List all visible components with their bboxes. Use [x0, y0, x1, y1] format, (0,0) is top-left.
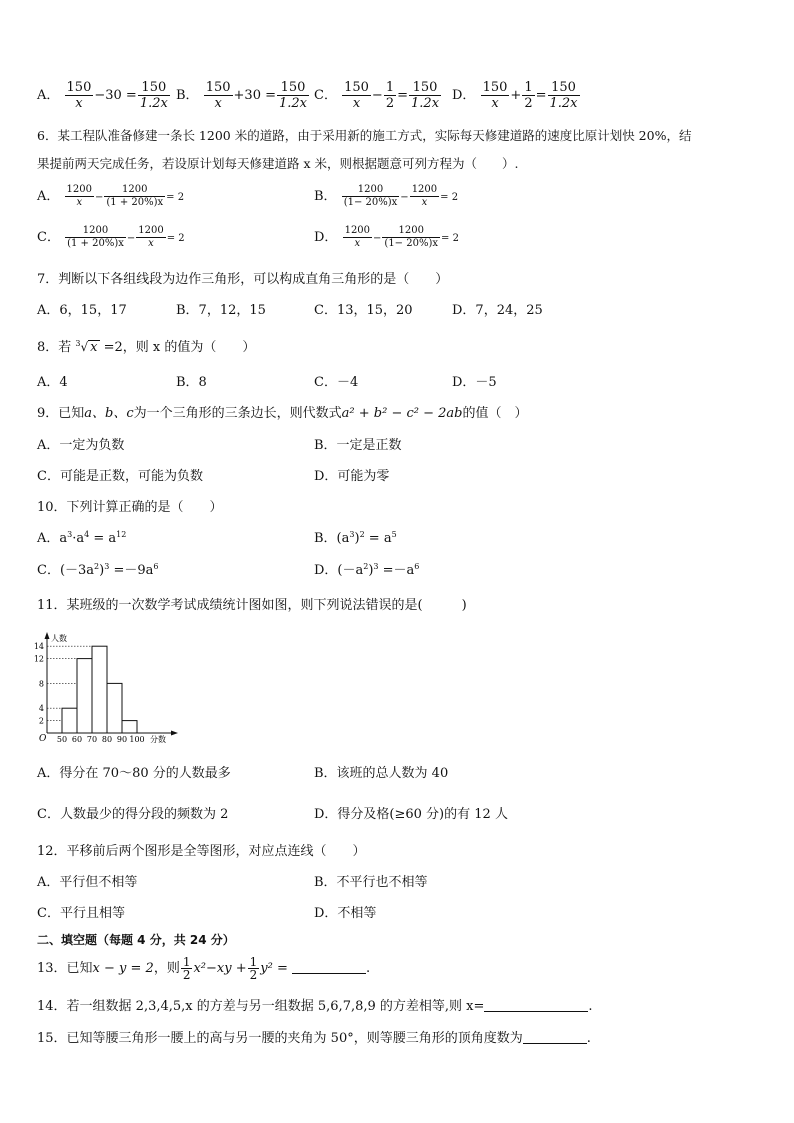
histogram-chart: [32, 630, 182, 745]
radicand: x: [90, 340, 98, 355]
q9-option-b: B．一定是正数: [314, 438, 402, 453]
q12-option-c: C．平行且相等: [37, 906, 125, 921]
origin-label: O: [39, 734, 47, 744]
q15-stem: 15．已知等腰三角形一腰上的高与另一腰的夹角为 50°，则等腰三角形的顶角度数为 .: [37, 1031, 591, 1046]
q8-option-a: A．4: [37, 375, 68, 390]
q9-option-a: A．一定为负数: [37, 438, 125, 453]
q8-option-c: C．－4: [314, 375, 359, 390]
q12-option-b: B．不平行也不相等: [314, 875, 428, 890]
y-tick-labels: [34, 642, 44, 725]
q10-option-d: D．$(-a^2)^3 =-a^6$: [314, 562, 420, 578]
q12-option-d: D．不相等: [314, 906, 377, 921]
q6-option-d: D． $\frac{1200}{x}$ − $\frac{1200}{(1- 20\%)x}$ = 2: [314, 225, 459, 249]
answer-blank[interactable]: [484, 999, 588, 1012]
q10-option-c: C．$(-3a^2)^3 =-9a^6$: [37, 562, 159, 578]
q11-stem: 11．某班级的一次数学考试成绩统计图如图，则下列说法错误的是( ): [37, 598, 467, 613]
x-axis-label: 分数: [150, 735, 166, 744]
q13-stem: 13．已知x − y = 2，则 $\frac{1}{2}$ x²−xy + $\frac{1}{2}$ y² = .: [37, 955, 371, 982]
bar-60-70: [77, 659, 92, 733]
y-tick-label: 14: [33, 642, 44, 652]
q14-stem: 14．若一组数据 2,3,4,5,x 的方差与另一组数据 5,6,7,8,9 的方差相等,则 x= .: [37, 999, 593, 1014]
q6-option-c: C． $\frac{1200}{(1 + 20\%)x}$ − $\frac{1200}{x}$ = 2: [37, 225, 185, 249]
x-tick-label: 50: [56, 735, 68, 744]
fraction: $\frac{150}{x}$: [205, 80, 231, 111]
q10-option-a: A．$a^3\cdot a^4 = a^{12}$: [37, 530, 127, 546]
q8-stem: 8．若 $^3$√ x =2，则 x 的值为（ ）: [37, 339, 256, 355]
fraction: $\frac{150}{x}$: [344, 80, 369, 111]
y-tick-label: 4: [38, 704, 44, 714]
q7-option-a: A．6，15，17: [37, 303, 127, 318]
y-tick-label: 12: [33, 654, 44, 664]
q7-stem: 7．判断以下各组线段为边作三角形，可以构成直角三角形的是（ ）: [37, 272, 449, 287]
q5-option-d: D． $\frac{150}{x}$ + $\frac{1}{2}$ = $\frac{150}{1.2x}$: [452, 80, 578, 111]
q5-option-a: A． $\frac{150}{x}$ −30 = $\frac{150}{1.2x}$: [37, 80, 168, 111]
q9-option-d: D．可能为零: [314, 469, 390, 484]
fraction: $\frac{150}{1.2x}$: [139, 80, 168, 111]
q7-option-b: B．7，12，15: [176, 303, 266, 318]
q5-option-c: C． $\frac{150}{x}$ − $\frac{1}{2}$ = $\frac{150}{1.2x}$: [314, 80, 440, 111]
histogram-bars: [62, 646, 137, 733]
x-tick-label: 90: [116, 735, 128, 744]
q6-stem-line1: 6．某工程队准备修建一条长 1200 米的道路，由于采用新的施工方式，实际每天修建道路的速度比原计划快 20%，结: [37, 128, 692, 143]
q9-stem: 9．已知a、b、c为一个三角形的三条边长，则代数式a² + b² − c² − 2ab的值（ ）: [37, 406, 528, 421]
x-tick-label: 80: [101, 735, 113, 744]
q12-stem: 12．平移前后两个图形是全等图形，对应点连线（ ）: [37, 844, 366, 859]
q6-stem-line2: 果提前两天完成任务，若设原计划每天修建道路 x 米，则根据题意可列方程为（ ）.: [37, 156, 519, 171]
fraction: $\frac{150}{1.2x}$: [279, 80, 308, 111]
x-tick-label: 100: [129, 735, 145, 744]
bar-90-100: [122, 721, 137, 733]
q11-option-b: B．该班的总人数为 40: [314, 766, 449, 781]
y-tick-label: 2: [38, 716, 44, 726]
q11-option-c: C．人数最少的得分段的频数为 2: [37, 807, 229, 822]
fraction: $\frac{1}{2}$: [385, 80, 395, 111]
y-axis-arrow: [45, 632, 50, 639]
x-tick-label: 70: [86, 735, 98, 744]
fraction: $\frac{150}{1.2x}$: [549, 80, 578, 111]
fraction: $\frac{150}{x}$: [66, 80, 92, 111]
y-tick-label: 8: [38, 679, 44, 689]
x-tick-label: 60: [71, 735, 83, 744]
x-axis-arrow: [171, 731, 178, 736]
q6-option-a: A． $\frac{1200}{x}$ − $\frac{1200}{(1 + 20\%)x}$ = 2: [37, 184, 185, 208]
fraction: $\frac{150}{x}$: [482, 80, 508, 111]
bar-80-90: [107, 683, 122, 733]
bar-50-60: [62, 708, 77, 733]
x-tick-labels: [57, 735, 145, 744]
section-heading: 二、填空题（每题 4 分，共 24 分）: [37, 933, 235, 947]
fraction: $\frac{150}{1.2x}$: [411, 80, 440, 111]
bar-70-80: [92, 646, 107, 733]
q6-option-b: B． $\frac{1200}{(1- 20\%)x}$ − $\frac{1200}{x}$ = 2: [314, 184, 459, 208]
q5-option-b: B． $\frac{150}{x}$ +30 = $\frac{150}{1.2x}$: [176, 80, 308, 111]
y-axis-label: 人数: [51, 634, 67, 643]
q8-option-d: D．－5: [452, 375, 497, 390]
q11-option-a: A．得分在 70～80 分的人数最多: [37, 766, 231, 781]
answer-blank[interactable]: [523, 1031, 587, 1044]
q11-option-d: D．得分及格(≥60 分)的有 12 人: [314, 807, 508, 822]
q10-stem: 10．下列计算正确的是（ ）: [37, 500, 223, 515]
q10-option-b: B．$(a^3)^2 = a^5$: [314, 530, 397, 546]
fraction: $\frac{1}{2}$: [524, 80, 533, 111]
q9-option-c: C．可能是正数，可能为负数: [37, 469, 203, 484]
q12-option-a: A．平行但不相等: [37, 875, 138, 890]
q7-option-d: D．7，24，25: [452, 303, 543, 318]
answer-blank[interactable]: [292, 961, 366, 974]
q8-option-b: B．8: [176, 375, 207, 390]
q7-option-c: C．13，15，20: [314, 303, 413, 318]
